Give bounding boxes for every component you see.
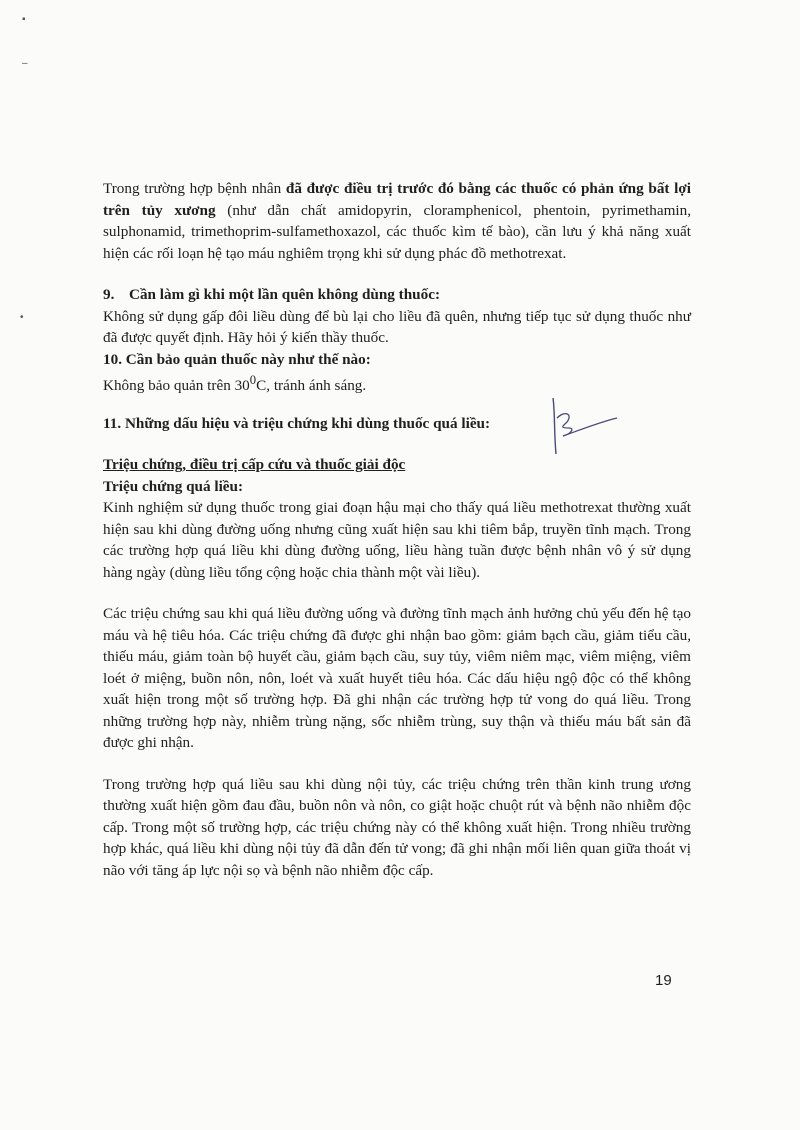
section-9-heading: 9. Cần làm gì khi một lần quên không dùng thuốc: [103, 286, 441, 303]
section-9-body: Không sử dụng gấp đôi liều dùng để bù lại cho liều đã quên, nhưng tiếp tục sử dụng thuốc như đã được quyết định. Hãy hỏi ý kiến thầy thuốc. [103, 307, 691, 346]
overdose-paragraph-1: Kinh nghiệm sử dụng thuốc trong giai đoạn hậu mại cho thấy quá liều methotrexat thường xuất hiện sau khi dùng đường uống nhưng cũng xuất hiện sau khi tiêm bắp, truyền tĩnh mạch. Trong các trường hợp quá liều khi dùng đường uống, liều hàng tuần được bệnh nhân vô ý sử dụng hàng ngày (dùng liều tổng cộng hoặc chia thành một vài liều). [103, 499, 691, 581]
scan-mark: ▪ [22, 14, 26, 25]
overdose-paragraph-2: Các triệu chứng sau khi quá liều đường uống và đường tĩnh mạch ảnh hưởng chủ yếu đến hệ tạo máu và hệ tiêu hóa. Các triệu chứng đã được ghi nhận bao gồm: giảm bạch cầu, giảm tiểu cầu, thiếu máu, giảm toàn bộ huyết cầu, giảm bạch cầu, suy tủy, viêm niêm mạc, viêm miệng, viêm loét ở miệng, buồn nôn, nôn, loét và xuất huyết tiêu hóa. Các dấu hiệu ngộ độc có thể không xuất hiện trong một số trường hợp. Đã ghi nhận các trường hợp tử vong do quá liều. Trong những trường hợp này, nhiễm trùng nặng, sốc nhiễm trùng, suy thận và thiếu máu bất sản đã được ghi nhận. [103, 605, 691, 752]
handwritten-signature [545, 392, 625, 472]
page-number: 19 [655, 972, 672, 989]
scan-mark: – [22, 58, 28, 69]
paragraph-bone-marrow-warning: Trong trường hợp bệnh nhân đã được điều trị trước đó bằng các thuốc có phản ứng bất lợi trên tủy xương (như dẫn chất amidopyrin, cloramphenicol, phentoin, pyrimethamin, sulphonamid, trimethoprim-sulfamethoxazol, các thuốc kìm tế bào), cần lưu ý khả năng xuất hiện các rối loạn hệ tạo máu nghiêm trọng khi sử dụng phác đồ methotrexat. [103, 180, 692, 262]
section-10-heading: 10. Cần bảo quản thuốc này như thế nào: [103, 350, 371, 368]
section-10-body: Không bảo quản trên $30^0C$, tránh ánh sáng. [103, 373, 367, 395]
document-body [103, 178, 691, 881]
scan-mark: • [20, 312, 24, 323]
section-11-heading: 11. Những dấu hiệu và triệu chứng khi dùng thuốc quá liều: [103, 414, 491, 432]
overdose-paragraph-3: Trong trường hợp quá liều sau khi dùng nội tủy, các triệu chứng trên thần kinh trung ương thường xuất hiện gồm đau đầu, buồn nôn và nôn, co giật hoặc chuột rút và bệnh não nhiễm độc cấp. Trong một số trường hợp, các triệu chứng này có thể không xuất hiện. Trong nhiều trường hợp khác, quá liều khi dùng nội tủy đã dẫn đến tử vong; đã ghi nhận mối liên quan giữa thoát vị não với tăng áp lực nội sọ và bệnh não nhiễm độc cấp. [103, 775, 691, 879]
section-11-subheading-underlined: Triệu chứng, điều trị cấp cứu và thuốc giải độc [103, 456, 406, 474]
bold-emphasis: đã được điều trị trước đó bằng các thuốc có phản ứng bất lợi trên tủy xương [103, 180, 691, 219]
section-11-subheading: Triệu chứng quá liều: [103, 477, 244, 495]
